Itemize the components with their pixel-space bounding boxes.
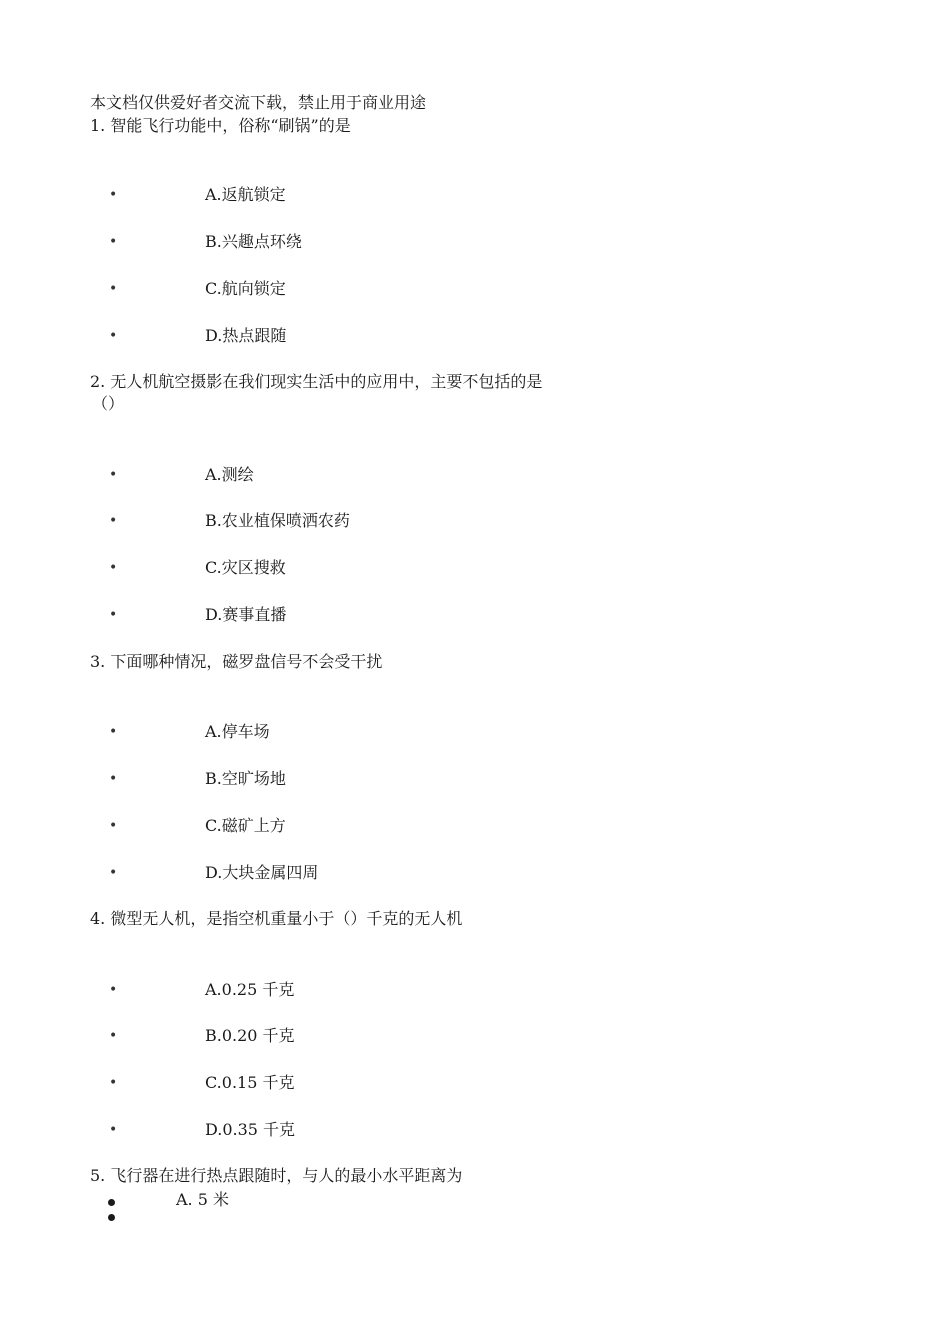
option-label: A.0.25 千克	[205, 980, 295, 999]
option-label: B.兴趣点环绕	[205, 232, 302, 251]
question-2-title	[90, 371, 542, 415]
bullet-icon: •	[109, 865, 118, 881]
bullet-icon: •	[109, 1028, 118, 1044]
bullet-icon: •	[109, 467, 118, 483]
option-label: D.大块金属四周	[205, 863, 319, 882]
question-3-title: 3. 下面哪种情况，磁罗盘信号不会受干扰	[90, 652, 383, 671]
option-label: B.农业植保喷洒农药	[205, 511, 350, 530]
option-label: B.空旷场地	[205, 769, 286, 788]
option-label: C.0.15 千克	[205, 1073, 295, 1092]
option-label: D.0.35 千克	[205, 1120, 296, 1139]
option-label: C.灾区搜救	[205, 558, 286, 577]
bullet-icon: •	[109, 328, 118, 344]
option-label: A. 5 米	[176, 1190, 229, 1209]
bullet-icon: •	[109, 187, 118, 203]
option-label: D.热点跟随	[205, 326, 287, 345]
bullet-icon: •	[109, 982, 118, 998]
bullet-icon: •	[109, 513, 118, 529]
option-label: C.磁矿上方	[205, 816, 286, 835]
bullet-icon: •	[109, 1075, 118, 1091]
option-label: A.停车场	[205, 722, 270, 741]
option-label: C.航向锁定	[205, 279, 286, 298]
bullet-icon: •	[109, 818, 118, 834]
option-label: D.赛事直播	[205, 605, 287, 624]
question-2-title-text: 2. 无人机航空摄影在我们现实生活中的应用中，主要不包括的是	[90, 372, 543, 391]
bullet-icon: •	[109, 281, 118, 297]
question-4-title: 4. 微型无人机，是指空机重量小于（）千克的无人机	[90, 909, 463, 928]
question-5-title: 5. 飞行器在进行热点跟随时，与人的最小水平距离为	[90, 1166, 463, 1185]
bullet-dot-icon	[108, 1199, 115, 1206]
question-2-title-continuation: （）	[92, 394, 125, 413]
option-label: A.返航锁定	[205, 185, 286, 204]
bullet-icon: •	[109, 607, 118, 623]
option-label: A.测绘	[205, 465, 254, 484]
copyright-notice: 本文档仅供爱好者交流下载，禁止用于商业用途	[90, 93, 427, 112]
option-label: B.0.20 千克	[205, 1026, 295, 1045]
bullet-dot-icon	[108, 1214, 115, 1221]
bullet-icon: •	[109, 234, 118, 250]
bullet-icon: •	[109, 771, 118, 787]
bullet-icon: •	[109, 1122, 118, 1138]
bullet-icon: •	[109, 724, 118, 740]
question-1-title: 1. 智能飞行功能中，俗称“刷锅”的是	[90, 116, 351, 135]
bullet-icon: •	[109, 560, 118, 576]
